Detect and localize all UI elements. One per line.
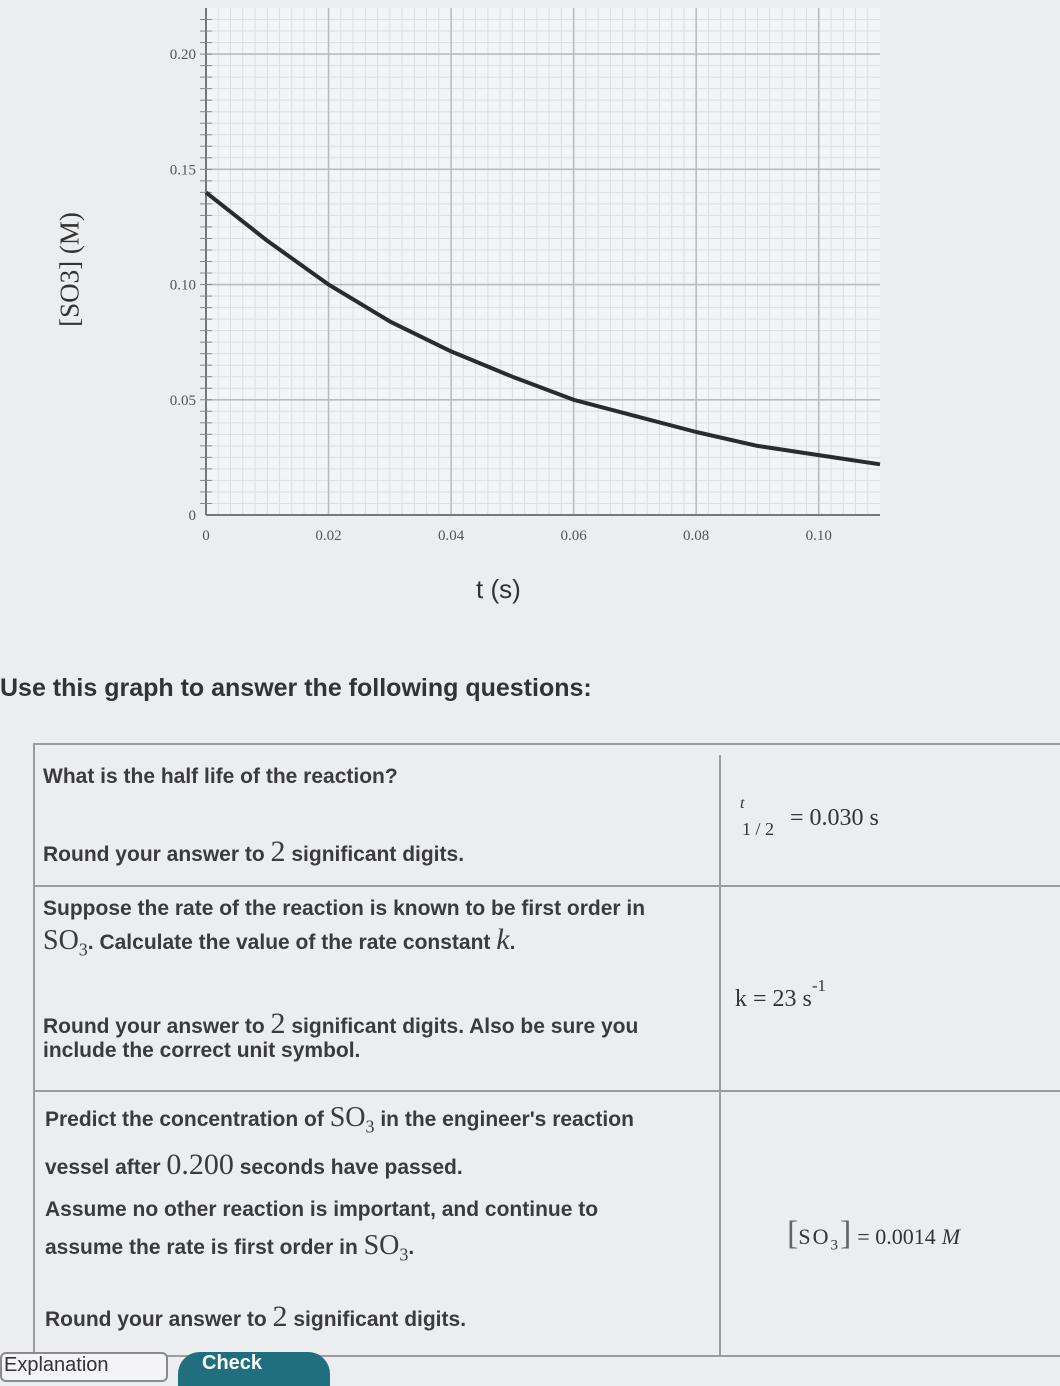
y-tick-label: 0.15 bbox=[169, 162, 196, 179]
question-text-line2: vessel after 0.200 seconds have passed. bbox=[45, 1148, 463, 1181]
x-tick-label: 0.10 bbox=[805, 528, 832, 544]
x-tick-label: 0.02 bbox=[315, 528, 342, 544]
round-instruction: Round your answer to 2 significant digits. bbox=[45, 1300, 467, 1333]
question-cell bbox=[35, 885, 721, 1090]
y-tick-label: 0 bbox=[188, 508, 196, 524]
question-text-line3: Assume no other reaction is important, and continue to bbox=[45, 1198, 599, 1221]
question-text-line4: assume the rate is first order in $SO_3$. bbox=[45, 1230, 415, 1265]
round-instruction-line2: include the correct unit symbol. bbox=[43, 1039, 361, 1062]
y-tick-label: 0.20 bbox=[169, 47, 196, 64]
y-tick-label: 0.10 bbox=[169, 277, 196, 294]
y-axis-label: [SO3] (M) bbox=[54, 212, 85, 327]
bottom-action-bar bbox=[0, 1352, 1060, 1375]
rate-constant-answer: k = 23 $s^{-1}$ bbox=[735, 976, 827, 1012]
instructions-heading: Use this graph to answer the following questions: bbox=[0, 674, 592, 702]
round-instruction: Round your answer to 2 significant digits. Also be sure you bbox=[43, 1007, 639, 1040]
question-text: What is the half life of the reaction? bbox=[43, 765, 398, 788]
x-tick-label: 0.06 bbox=[560, 528, 587, 544]
question-cell bbox=[35, 755, 721, 885]
question-table bbox=[33, 743, 1060, 1355]
explanation-button[interactable]: Explanation bbox=[0, 1352, 168, 1382]
x-axis-label: t (s) bbox=[476, 574, 521, 604]
y-tick-label: 0.05 bbox=[169, 392, 196, 409]
question-row-rate-constant bbox=[35, 885, 1060, 1092]
x-tick-label: 0 bbox=[202, 528, 210, 544]
question-cell bbox=[35, 1090, 721, 1355]
question-text: Predict the concentration of $SO_3$ in the engineer's reaction bbox=[45, 1102, 634, 1137]
check-button[interactable]: Check bbox=[178, 1352, 330, 1386]
question-text: Suppose the rate of the reaction is known to be first order in bbox=[43, 897, 646, 920]
concentration-answer: $[SO_3] = 0.0014$ M bbox=[787, 1215, 961, 1254]
question-text-line2: $SO_3$. Calculate the value of the rate constant k. bbox=[43, 923, 516, 960]
round-instruction: Round your answer to 2 significant digits. bbox=[43, 835, 465, 868]
half-life-answer: t $_{1 / 2}$ = 0.030 s bbox=[740, 795, 879, 839]
question-row-concentration bbox=[35, 1090, 1060, 1357]
chart-area bbox=[0, 0, 1060, 640]
question-row-half-life bbox=[35, 755, 1060, 887]
chart-plot bbox=[0, 0, 1060, 640]
x-tick-label: 0.04 bbox=[437, 528, 465, 544]
x-tick-label: 0.08 bbox=[683, 528, 710, 544]
